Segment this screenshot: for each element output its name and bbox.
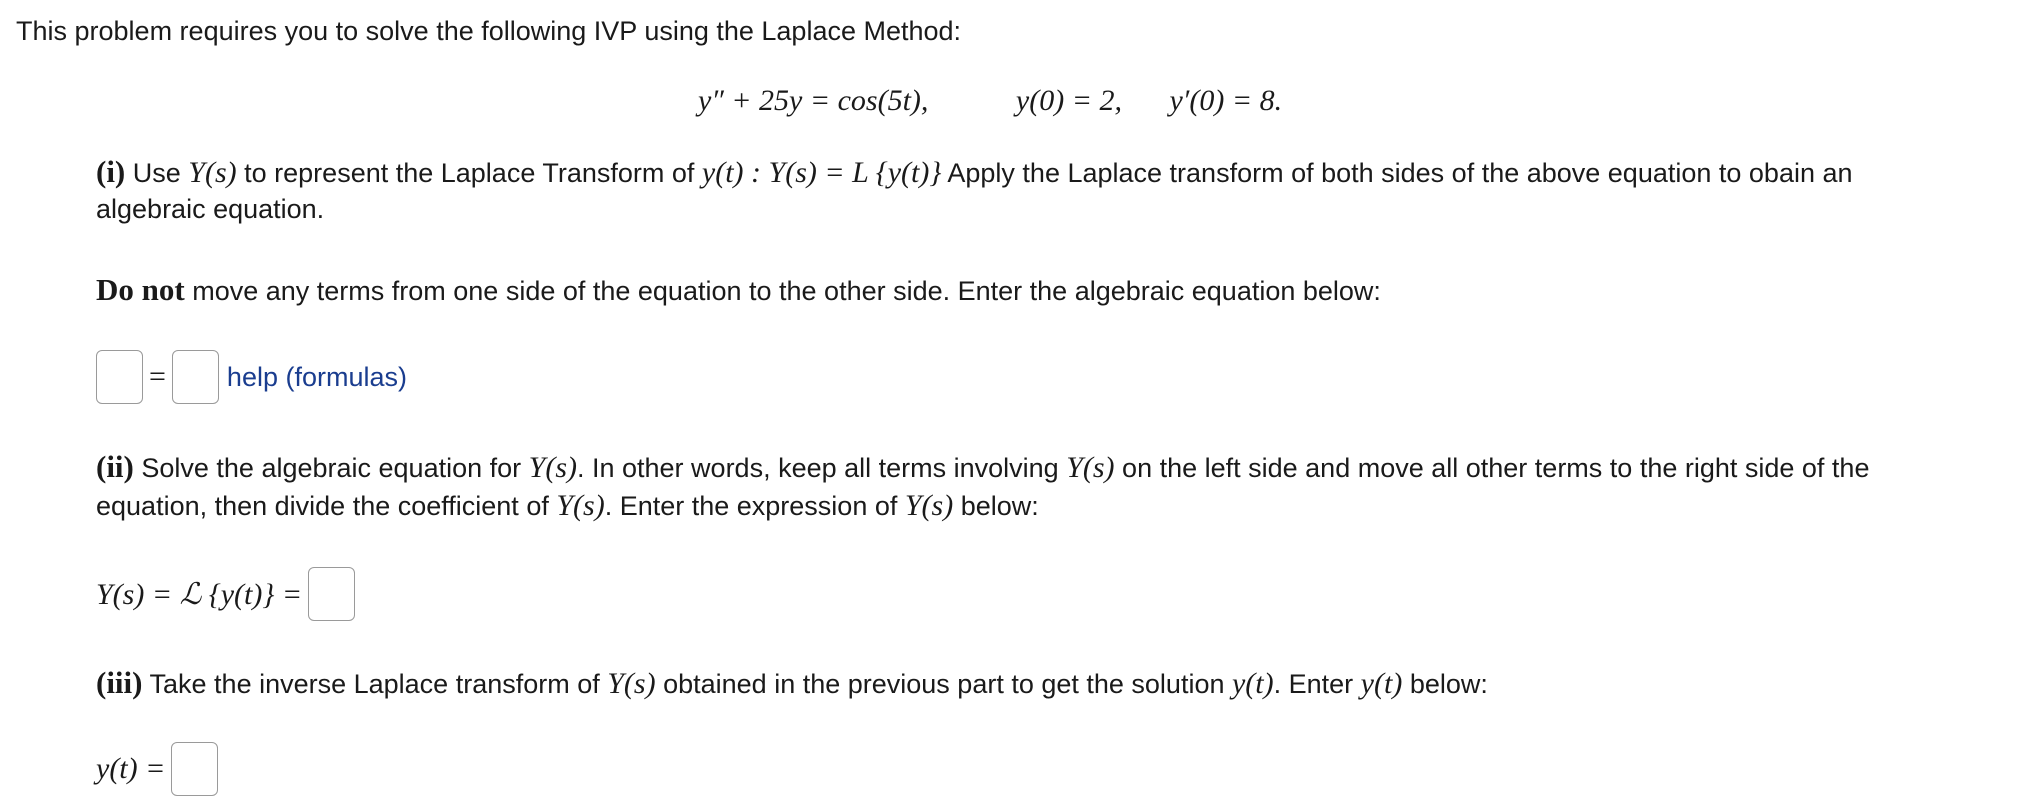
- part-ii-text: . In other words, keep all terms involving: [576, 453, 1067, 483]
- initial-condition-1: y(0) = 2,: [1015, 84, 1122, 117]
- part-i-instructions-line2: [96, 194, 324, 225]
- math-yt: y(t): [1360, 667, 1403, 700]
- part-iii-text: below:: [1402, 669, 1488, 699]
- part-ii-instructions: [96, 449, 1869, 485]
- Ys-answer-row: [96, 567, 355, 621]
- do-not-text: move any terms from one side of the equation to the other side. Enter the algebraic equation below:: [184, 276, 1381, 306]
- part-ii-text: equation, then divide the coefficient of: [96, 491, 557, 521]
- help-formulas-link[interactable]: help (formulas): [226, 361, 407, 392]
- math-Ys: Y(s): [188, 156, 237, 189]
- part-iii-text: obtained in the previous part to get the solution: [655, 669, 1232, 699]
- math-Ys: Y(s): [528, 451, 577, 484]
- initial-condition-2: y′(0) = 8.: [1169, 84, 1283, 117]
- math-Ys: Y(s): [904, 489, 954, 522]
- part-ii-text: below:: [953, 491, 1039, 521]
- part-iii-label: (iii): [96, 665, 143, 700]
- part-i-text: Apply the Laplace transform of both sides of the above equation to obain an: [941, 158, 1853, 188]
- part-i-text: Use: [125, 158, 189, 188]
- equals-sign: =: [149, 360, 166, 393]
- math-Ys: Y(s): [556, 489, 605, 522]
- yt-answer-row: [96, 742, 218, 796]
- algebraic-equation-answer-row: [96, 350, 407, 404]
- algebraic-rhs-input[interactable]: [172, 350, 219, 404]
- part-ii-instructions-line2: [96, 489, 1039, 523]
- part-i-text: algebraic equation.: [96, 194, 325, 224]
- part-i-text: to represent the Laplace Transform of: [236, 158, 702, 188]
- math-laplace-def: : Y(s) = L {y(t)}: [743, 156, 942, 189]
- part-iii-text: Take the inverse Laplace transform of: [142, 669, 608, 699]
- ode: y″ + 25y = cos(5t),: [698, 84, 929, 117]
- math-Ys: Y(s): [607, 667, 656, 700]
- math-Ys: Y(s): [1066, 451, 1115, 484]
- algebraic-lhs-input[interactable]: [96, 350, 143, 404]
- math-yt: y(t): [1231, 667, 1274, 700]
- do-not-instruction: [96, 272, 1381, 308]
- Ys-answer-label: Y(s) = ℒ {y(t)} =: [96, 577, 303, 611]
- do-not-label: Do not: [96, 272, 185, 307]
- math-yt: y(t): [701, 156, 744, 189]
- problem-intro: [16, 16, 961, 47]
- yt-answer-input[interactable]: [171, 742, 218, 796]
- part-iii-text: . Enter: [1273, 669, 1361, 699]
- part-ii-text: Solve the algebraic equation for: [133, 453, 529, 483]
- part-ii-label: (ii): [96, 449, 134, 484]
- ivp-equation: [698, 84, 1282, 118]
- intro-text: This problem requires you to solve the following IVP using the Laplace Method:: [16, 16, 962, 46]
- part-ii-text: on the left side and move all other terms to the right side of the: [1114, 453, 1870, 483]
- part-i-label: (i): [96, 154, 126, 189]
- part-iii-instructions: [96, 665, 1488, 701]
- yt-answer-label: y(t) =: [96, 752, 166, 785]
- part-ii-text: . Enter the expression of: [604, 491, 905, 521]
- part-i-instructions: [96, 154, 1853, 190]
- Ys-answer-input[interactable]: [308, 567, 355, 621]
